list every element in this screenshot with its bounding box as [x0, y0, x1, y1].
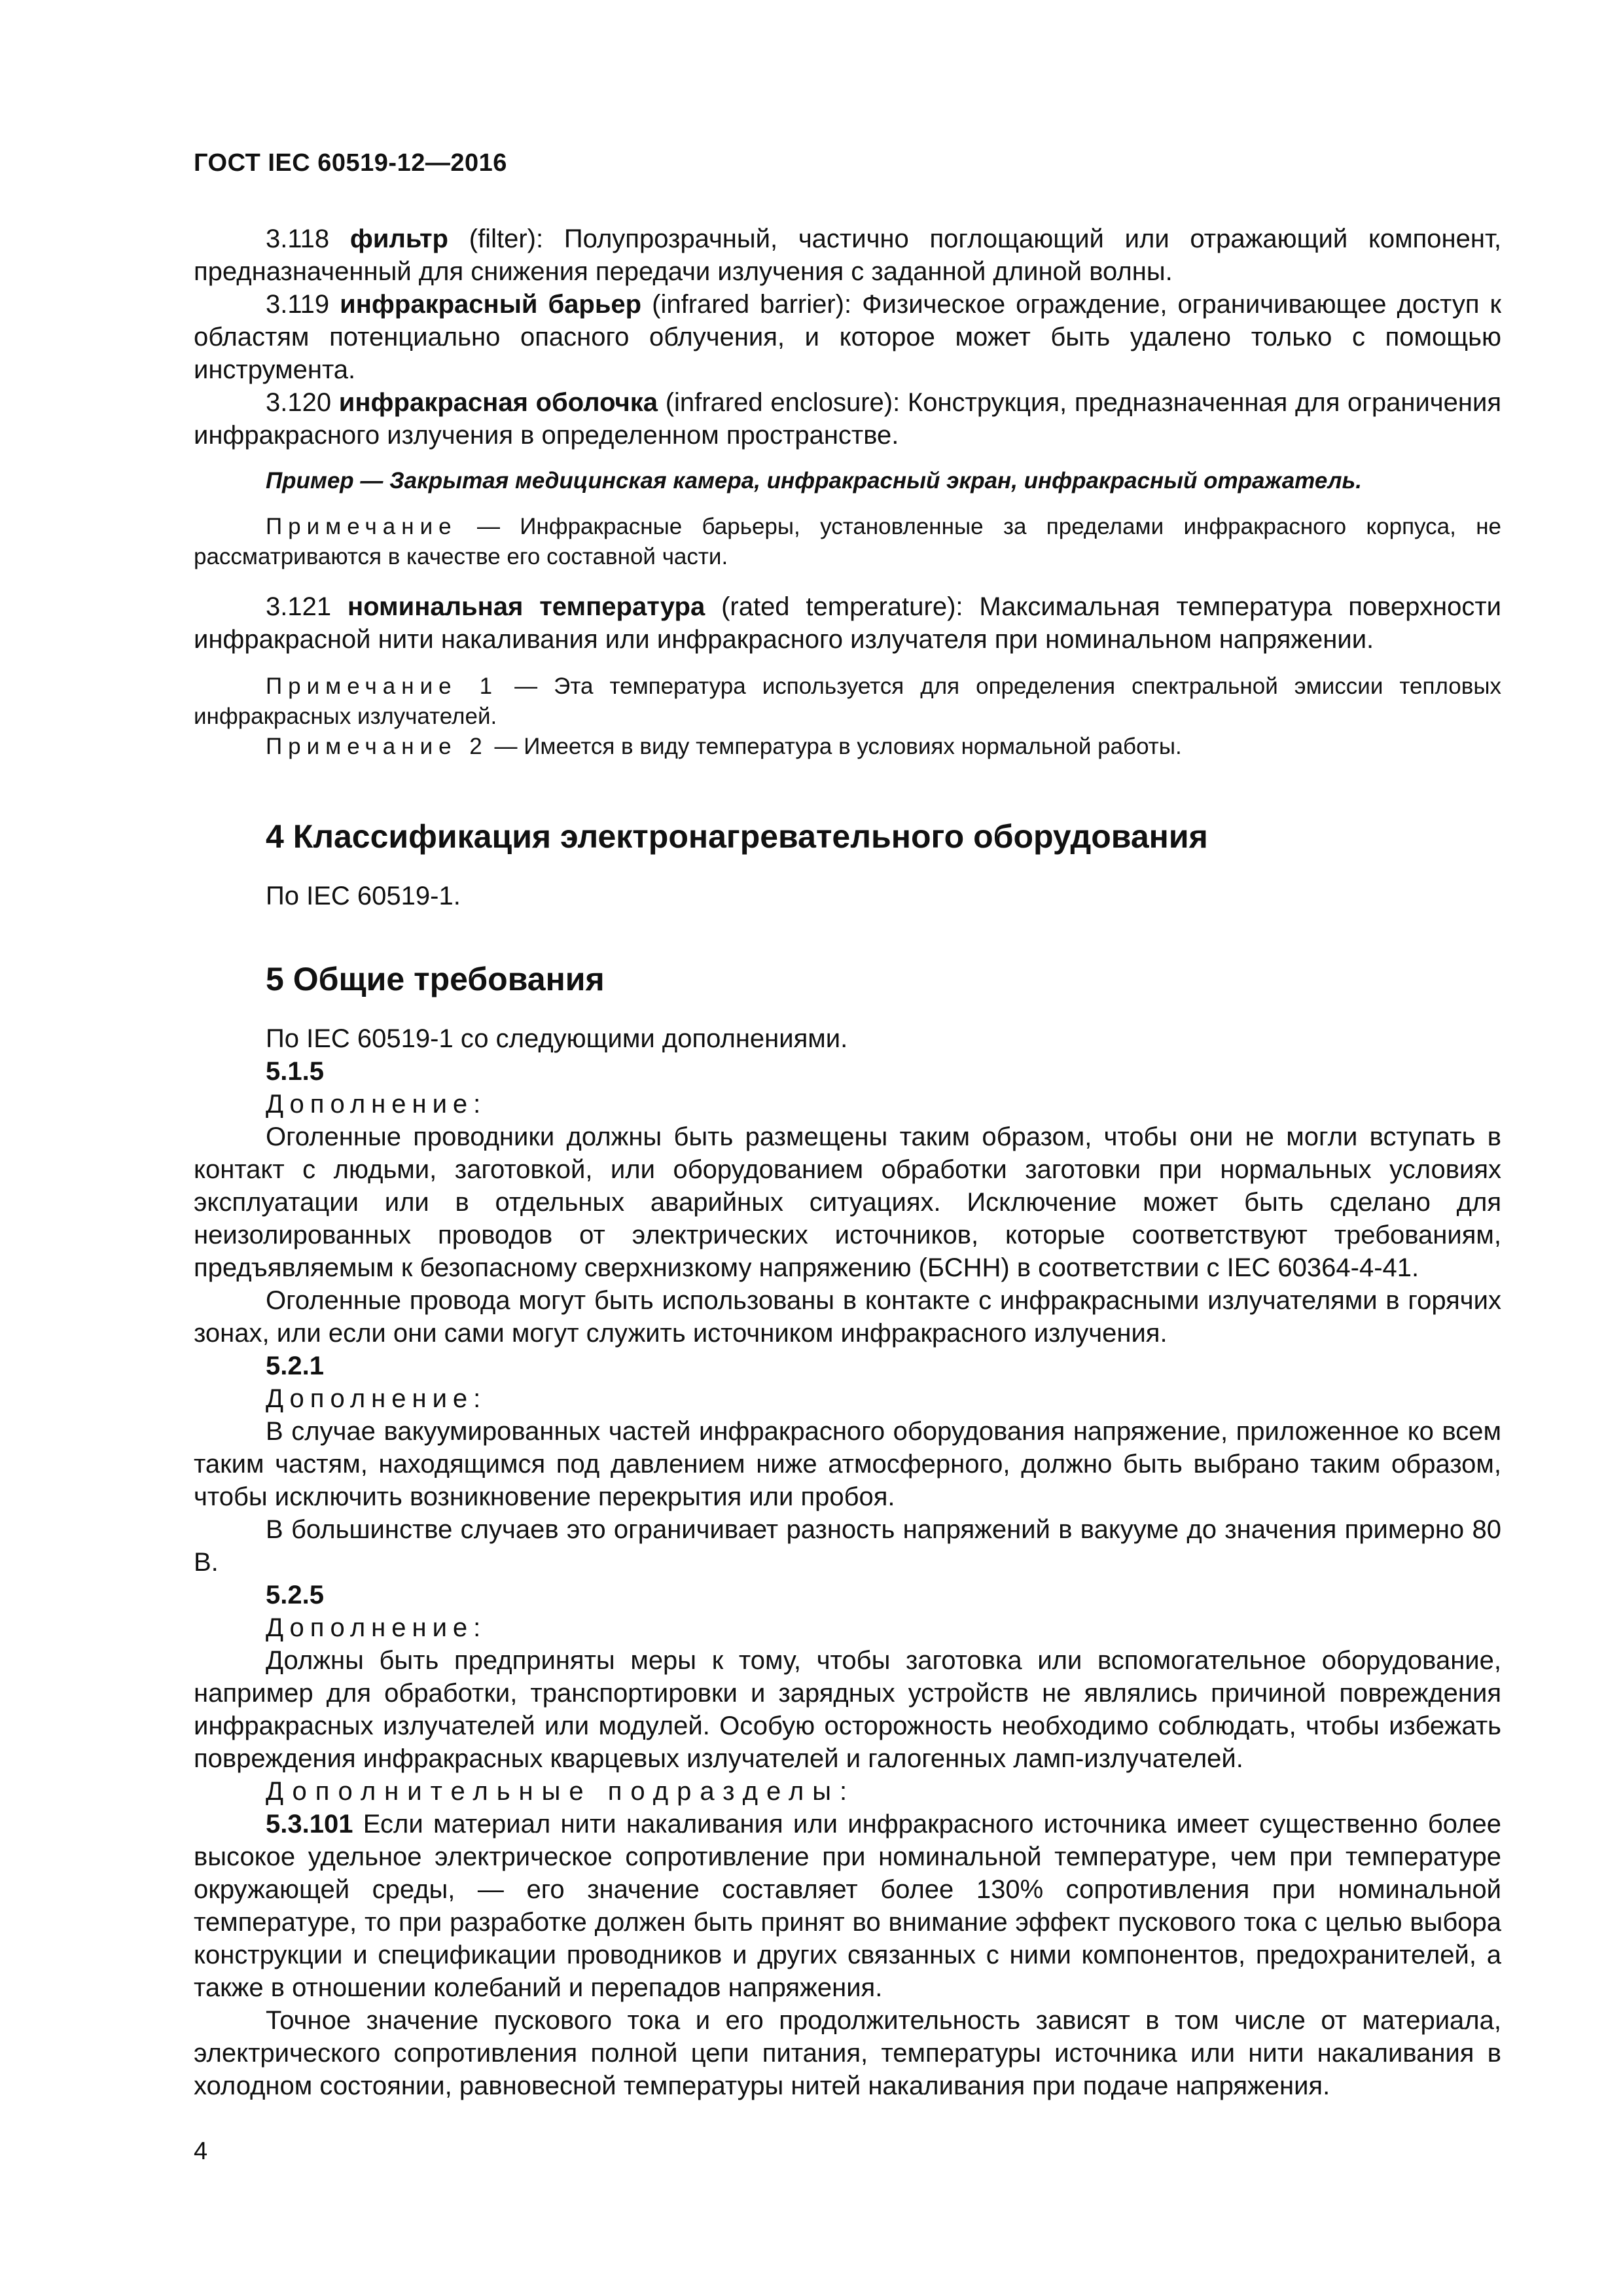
term-definition: Полупрозрачный, частично поглощающий или отражающий компонент, предназначенный для снижения передачи излучения с заданной длиной волны. — [194, 224, 1501, 286]
clause-5-2-1-para-2: В большинстве случаев это ограничивает разность напряжений в вакууме до значения примерно 80 В. — [194, 1515, 1501, 1577]
term-english: (infrared enclosure): — [665, 388, 901, 417]
term-number: 3.121 — [266, 592, 332, 621]
note-3-121-1 — [194, 672, 1501, 732]
term-3-118 — [194, 223, 1501, 288]
clause-5-2-1-para-1: В случае вакуумированных частей инфракрасного оборудования напряжение, приложенное ко всем таким частям, находящимся под давлением ниже атмосферного, должно быть выбрано таким образом, чтобы исключить возникновение перекрытия или пробоя. — [194, 1417, 1501, 1511]
note-3-120 — [194, 512, 1501, 572]
term-english: (filter): — [469, 224, 544, 253]
clause-5-1-5-para-1: Оголенные проводники должны быть размещены таким образом, чтобы они не могли вступать в контакт с людьми, заготовкой, или оборудованием обработки заготовки при нормальных условиях эксплуатации или в отдельных аварийных ситуациях. Исключение может быть сделано для неизолированных проводов от электрических источников, которые соответствуют требованиям, предъявляемым к безопасному сверхнизкому напряжению (БСНН) в соответствии с IEC 60364-4-41. — [194, 1122, 1501, 1282]
clause-5-3-101-para-1 — [194, 1808, 1501, 2004]
document-body — [194, 223, 1501, 2102]
clause-5-2-5-number: 5.2.5 — [266, 1581, 324, 1609]
section-5-intro: По IEC 60519-1 со следующими дополнениями. — [266, 1024, 848, 1053]
section-5-heading: 5 Общие требования — [266, 961, 605, 997]
term-number: 3.120 — [266, 388, 332, 417]
term-3-119 — [194, 288, 1501, 386]
section-4-text: По IEC 60519-1. — [266, 882, 461, 910]
addition-label: Дополнение: — [266, 1384, 487, 1413]
term-definition: Максимальная температура поверхности инфракрасной нити накаливания или инфракрасного излучателя при номинальном напряжении. — [194, 592, 1502, 654]
term-number: 3.118 — [266, 224, 330, 253]
note-3-121-2 — [194, 732, 1501, 762]
term-3-120 — [194, 386, 1501, 452]
page-number: 4 — [194, 2138, 208, 2165]
term-name: номинальная температура — [347, 592, 705, 621]
term-number: 3.119 — [266, 290, 330, 319]
note-text: — Инфракрасные барьеры, установленные за пределами инфракрасного корпуса, не рассматриваются в качестве его составной части. — [194, 514, 1501, 569]
note-label: Примечание 1 — [266, 673, 499, 699]
addition-label: Дополнение: — [266, 1090, 487, 1119]
document-header-code: ГОСТ IEC 60519-12—2016 — [194, 149, 507, 177]
term-name: инфракрасная оболочка — [338, 388, 658, 417]
term-english: (rated temperature): — [721, 592, 963, 621]
section-4-heading: 4 Классификация электронагревательного оборудования — [266, 818, 1208, 855]
term-name: инфракрасный барьер — [340, 290, 642, 319]
note-text: — Эта температура используется для определения спектральной эмиссии тепловых инфракрасных излучателей. — [194, 673, 1501, 729]
note-label: Примечание — [266, 514, 457, 539]
term-english: (infrared barrier): — [652, 290, 852, 319]
term-3-121 — [194, 590, 1501, 656]
clause-5-1-5-number: 5.1.5 — [266, 1057, 324, 1086]
clause-number: 5.3.101 — [266, 1810, 353, 1839]
note-block-3-121 — [194, 672, 1501, 762]
term-definition: Конструкция, предназначенная для ограничения инфракрасного излучения в определенном пространстве. — [194, 388, 1501, 450]
note-label: Примечание 2 — [266, 734, 488, 759]
example-3-120: Пример — Закрытая медицинская камера, инфракрасный экран, инфракрасный отражатель. — [266, 468, 1362, 493]
term-definition: Физическое ограждение, ограничивающее доступ к областям потенциально опасного облучения, и которое может быть удалено только с помощью инструмента. — [194, 290, 1502, 384]
note-text: — Имеется в виду температура в условиях нормальной работы. — [494, 734, 1182, 759]
clause-text: Если материал нити накаливания или инфракрасного источника имеет существенно более высокое удельное электрическое сопротивление при номинальной температуре, чем при температуре окружающей среды, — его значение составляет более 130% сопротивления при номинальной температуре, то при разработке должен быть принят во внимание эффект пускового тока с целью выбора конструкции и спецификации проводников и других связанных с ними компонентов, предохранителей, а также в отношении колебаний и перепадов напряжения. — [194, 1810, 1501, 2002]
clause-5-2-1-number: 5.2.1 — [266, 1352, 324, 1380]
clause-5-1-5-para-2: Оголенные провода могут быть использованы в контакте с инфракрасными излучателями в горячих зонах, или если они сами могут служить источником инфракрасного излучения. — [194, 1286, 1501, 1348]
additional-subsections-label: Дополнительные подразделы: — [266, 1777, 856, 1806]
note-block-3-120 — [194, 512, 1501, 572]
clause-5-2-5-para-1: Должны быть предприняты меры к тому, чтобы заготовка или вспомогательное оборудование, например для обработки, транспортировки и зарядных устройств не являлись причиной повреждения инфракрасных излучателей или модулей. Особую осторожность необходимо соблюдать, чтобы избежать повреждения инфракрасных кварцевых излучателей и галогенных ламп-излучателей. — [194, 1646, 1501, 1773]
addition-label: Дополнение: — [266, 1613, 487, 1642]
term-name: фильтр — [349, 224, 448, 253]
clause-5-3-101-para-2: Точное значение пускового тока и его продолжительность зависят в том числе от материала, электрического сопротивления полной цепи питания, температуры источника или нити накаливания в холодном состоянии, равновесной температуры нитей накаливания при подаче напряжения. — [194, 2006, 1501, 2100]
